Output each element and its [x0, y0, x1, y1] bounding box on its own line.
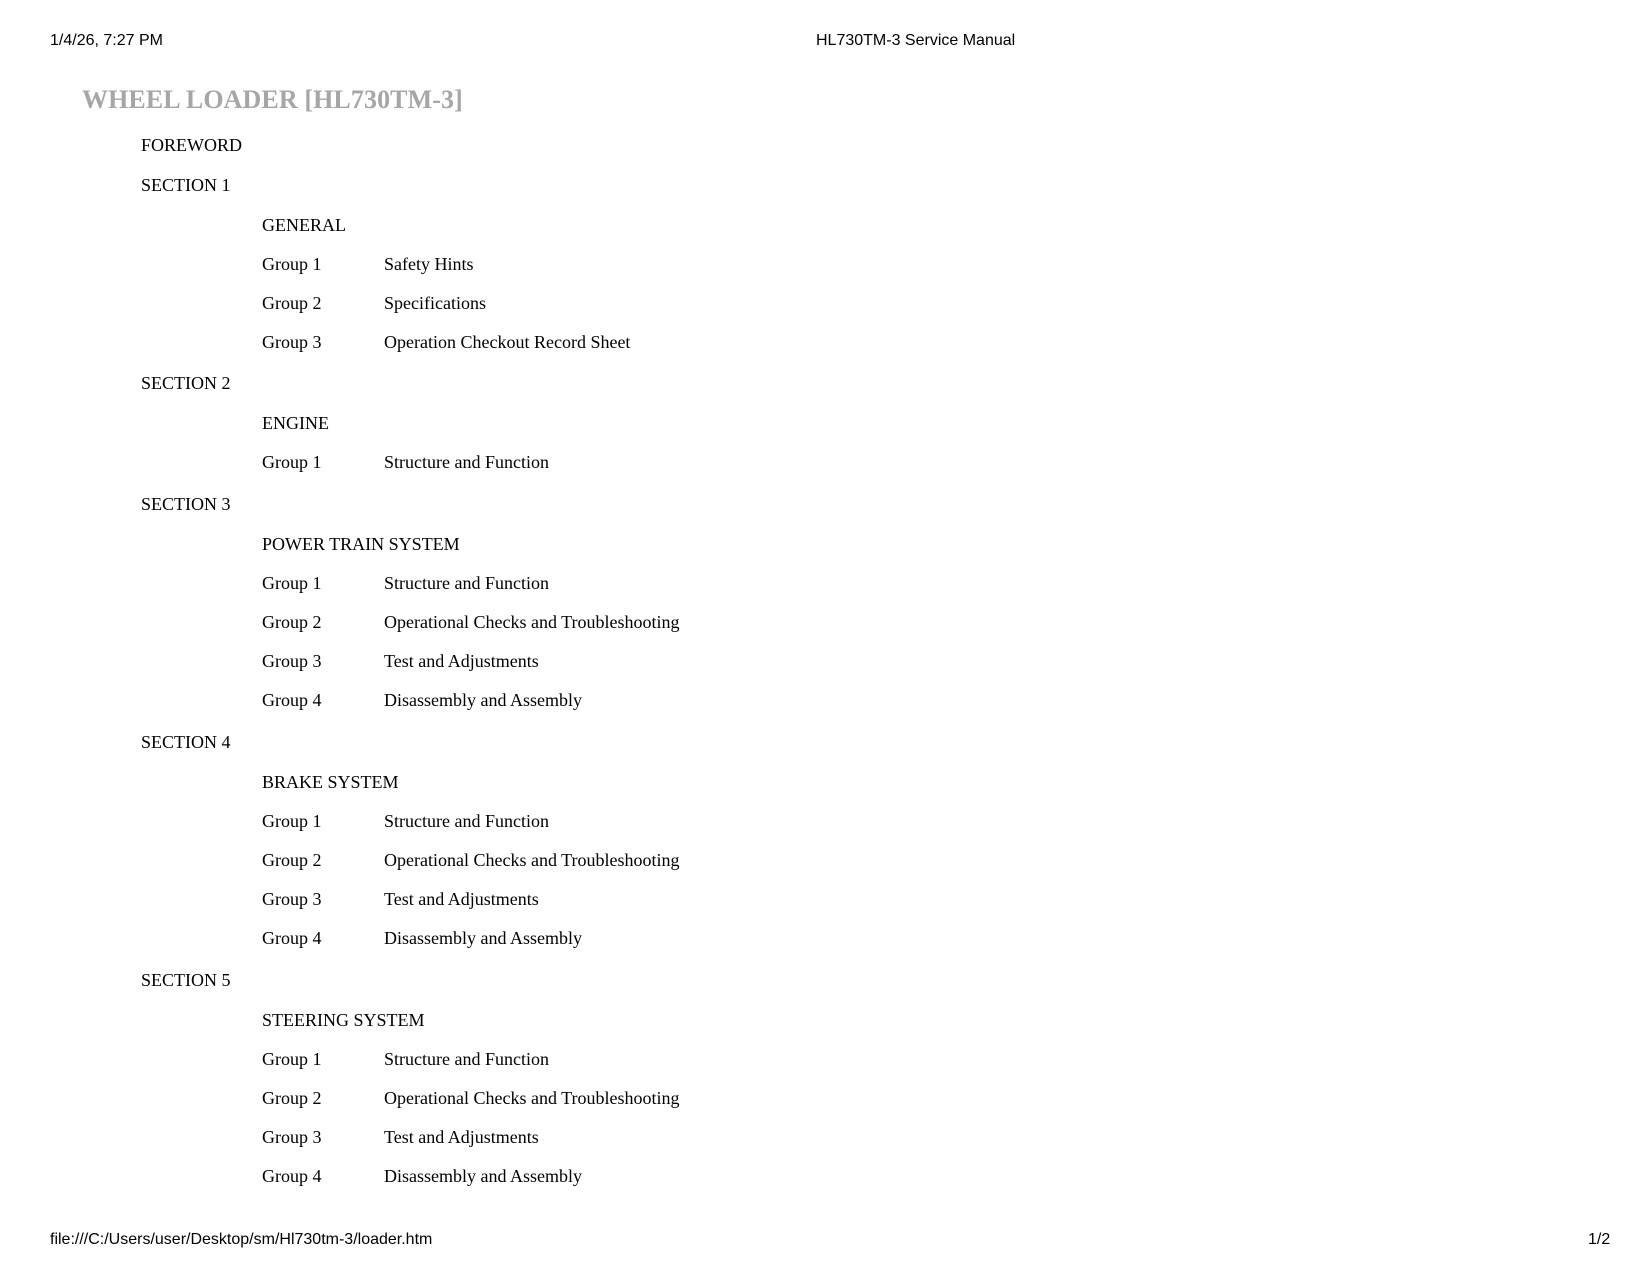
section-name: POWER TRAIN SYSTEM: [262, 534, 460, 554]
group-label: Group 2: [262, 850, 322, 870]
print-url: file:///C:/Users/user/Desktop/sm/Hl730tm-3/loader.htm: [50, 1231, 433, 1248]
toc-link-group[interactable]: Specifications: [384, 293, 486, 313]
group-label: Group 1: [262, 1049, 322, 1069]
group-label: Group 3: [262, 889, 322, 909]
toc-link-group[interactable]: Operation Checkout Record Sheet: [384, 332, 631, 352]
toc-link-group[interactable]: Disassembly and Assembly: [384, 690, 582, 710]
toc-link-group[interactable]: Test and Adjustments: [384, 651, 539, 671]
group-label: Group 1: [262, 452, 322, 472]
group-label: Group 4: [262, 1166, 322, 1186]
section-heading: SECTION 5: [141, 970, 231, 990]
group-label: Group 3: [262, 651, 322, 671]
toc-link-group[interactable]: Test and Adjustments: [384, 889, 539, 909]
section-name: BRAKE SYSTEM: [262, 772, 399, 792]
group-label: Group 1: [262, 811, 322, 831]
section-name: ENGINE: [262, 413, 329, 433]
section-heading: SECTION 4: [141, 732, 231, 752]
group-label: Group 1: [262, 254, 322, 274]
toc-link-group[interactable]: Operational Checks and Troubleshooting: [384, 1088, 680, 1108]
section-name: STEERING SYSTEM: [262, 1010, 425, 1030]
print-page-title: HL730TM-3 Service Manual: [816, 32, 1016, 49]
group-label: Group 1: [262, 573, 322, 593]
section-name: GENERAL: [262, 215, 346, 235]
section-heading: SECTION 1: [141, 175, 231, 195]
toc-link-foreword[interactable]: FOREWORD: [141, 135, 243, 155]
group-label: Group 3: [262, 332, 322, 352]
section-heading: SECTION 3: [141, 494, 231, 514]
group-label: Group 2: [262, 293, 322, 313]
toc-link-group[interactable]: Disassembly and Assembly: [384, 1166, 582, 1186]
toc-link-group[interactable]: Test and Adjustments: [384, 1127, 539, 1147]
group-label: Group 2: [262, 612, 322, 632]
toc-link-group[interactable]: Operational Checks and Troubleshooting: [384, 612, 680, 632]
toc-link-group[interactable]: Structure and Function: [384, 811, 549, 831]
toc-link-group[interactable]: Structure and Function: [384, 1049, 549, 1069]
toc-link-group[interactable]: Structure and Function: [384, 452, 549, 472]
group-label: Group 4: [262, 928, 322, 948]
print-datetime: 1/4/26, 7:27 PM: [50, 32, 163, 49]
toc-link-group[interactable]: Disassembly and Assembly: [384, 928, 582, 948]
group-label: Group 3: [262, 1127, 322, 1147]
toc-link-group[interactable]: Operational Checks and Troubleshooting: [384, 850, 680, 870]
document-title: WHEEL LOADER [HL730TM-3]: [82, 85, 463, 114]
toc-link-group[interactable]: Structure and Function: [384, 573, 549, 593]
group-label: Group 4: [262, 690, 322, 710]
toc-link-group[interactable]: Safety Hints: [384, 254, 474, 274]
print-page-number: 1/2: [1588, 1231, 1611, 1248]
section-heading: SECTION 2: [141, 373, 231, 393]
group-label: Group 2: [262, 1088, 322, 1108]
